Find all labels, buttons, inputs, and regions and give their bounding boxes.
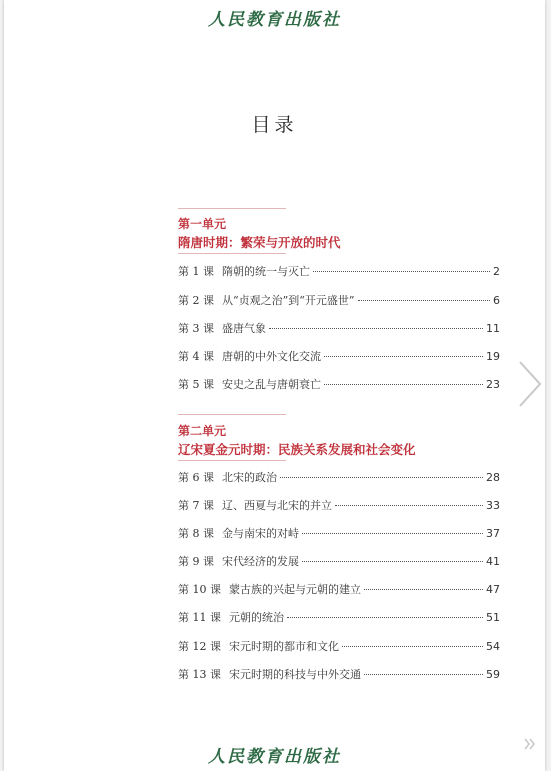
lesson-name: 辽、西夏与北宋的并立 (222, 499, 332, 512)
page-number: 51 (486, 611, 500, 624)
leader-dots (280, 477, 483, 478)
toc-row[interactable] (178, 638, 500, 654)
leader-dots (342, 646, 483, 647)
leader-dots (302, 533, 483, 534)
toc-row[interactable] (178, 376, 500, 392)
unit-label: 第二单元 (178, 424, 227, 438)
toc-row[interactable] (178, 469, 500, 485)
page-number: 19 (486, 350, 500, 363)
lesson-name: 金与南宋的对峙 (222, 527, 299, 540)
lesson-number: 第 5 课 (178, 378, 214, 391)
page-number: 28 (486, 471, 500, 484)
book-page (4, 0, 545, 771)
lesson-number: 第 2 课 (178, 294, 214, 307)
toc-row[interactable] (178, 292, 500, 308)
page-number: 23 (486, 378, 500, 391)
toc-row[interactable] (178, 525, 500, 541)
lesson-name: 宋元时期的科技与中外交通 (229, 668, 361, 681)
page-number: 37 (486, 527, 500, 540)
leader-dots (313, 271, 490, 272)
lesson-number: 第 7 课 (178, 499, 214, 512)
page-number: 54 (486, 640, 500, 653)
lesson-name: 唐朝的中外文化交流 (222, 350, 321, 363)
leader-dots (324, 384, 483, 385)
lesson-number: 第 8 课 (178, 527, 214, 540)
lesson-name: 安史之乱与唐朝衰亡 (222, 378, 321, 391)
page-number: 59 (486, 668, 500, 681)
toc-row[interactable] (178, 666, 500, 682)
double-chevron-right-icon[interactable] (523, 736, 537, 750)
toc-row[interactable] (178, 609, 500, 625)
toc-row[interactable] (178, 263, 500, 279)
lesson-number: 第 6 课 (178, 471, 214, 484)
lesson-name: 盛唐气象 (222, 322, 266, 335)
leader-dots (287, 617, 483, 618)
lesson-number: 第 4 课 (178, 350, 214, 363)
leader-dots (364, 674, 483, 675)
unit-title: 隋唐时期：繁荣与开放的时代 (178, 235, 341, 250)
page-number: 2 (493, 265, 500, 278)
lesson-name: 从“贞观之治”到“开元盛世” (222, 294, 355, 307)
leader-dots (269, 328, 483, 329)
page-number: 33 (486, 499, 500, 512)
lesson-name: 元朝的统治 (229, 611, 284, 624)
unit-rule-bottom (178, 460, 286, 461)
lesson-number: 第 13 课 (178, 668, 221, 681)
lesson-name: 宋代经济的发展 (222, 555, 299, 568)
unit-label: 第一单元 (178, 217, 227, 231)
page-number: 47 (486, 583, 500, 596)
leader-dots (358, 300, 491, 301)
publisher-logo-bottom: 人民教育出版社 (208, 747, 341, 767)
lesson-number: 第 11 课 (178, 611, 221, 624)
lesson-name: 隋朝的统一与灭亡 (222, 265, 310, 278)
unit-rule-top (178, 414, 286, 415)
lesson-name: 宋元时期的都市和文化 (229, 640, 339, 653)
leader-dots (324, 356, 483, 357)
toc-row[interactable] (178, 553, 500, 569)
unit-rule-bottom (178, 253, 286, 254)
toc-row[interactable] (178, 320, 500, 336)
lesson-number: 第 12 课 (178, 640, 221, 653)
page-title: 目录 (251, 114, 298, 136)
page-number: 6 (493, 294, 500, 307)
lesson-name: 北宋的政治 (222, 471, 277, 484)
toc-row[interactable] (178, 348, 500, 364)
lesson-number: 第 1 课 (178, 265, 214, 278)
unit-rule-top (178, 208, 286, 209)
page-number: 11 (486, 322, 500, 335)
publisher-logo-top: 人民教育出版社 (208, 10, 341, 30)
leader-dots (302, 561, 483, 562)
page-number: 41 (486, 555, 500, 568)
unit-title: 辽宋夏金元时期：民族关系发展和社会变化 (178, 442, 416, 457)
lesson-number: 第 10 课 (178, 583, 221, 596)
lesson-name: 蒙古族的兴起与元朝的建立 (229, 583, 361, 596)
toc-row[interactable] (178, 497, 500, 513)
chevron-right-icon[interactable] (516, 360, 544, 408)
leader-dots (335, 505, 483, 506)
leader-dots (364, 589, 483, 590)
toc-row[interactable] (178, 581, 500, 597)
lesson-number: 第 9 课 (178, 555, 214, 568)
lesson-number: 第 3 课 (178, 322, 214, 335)
